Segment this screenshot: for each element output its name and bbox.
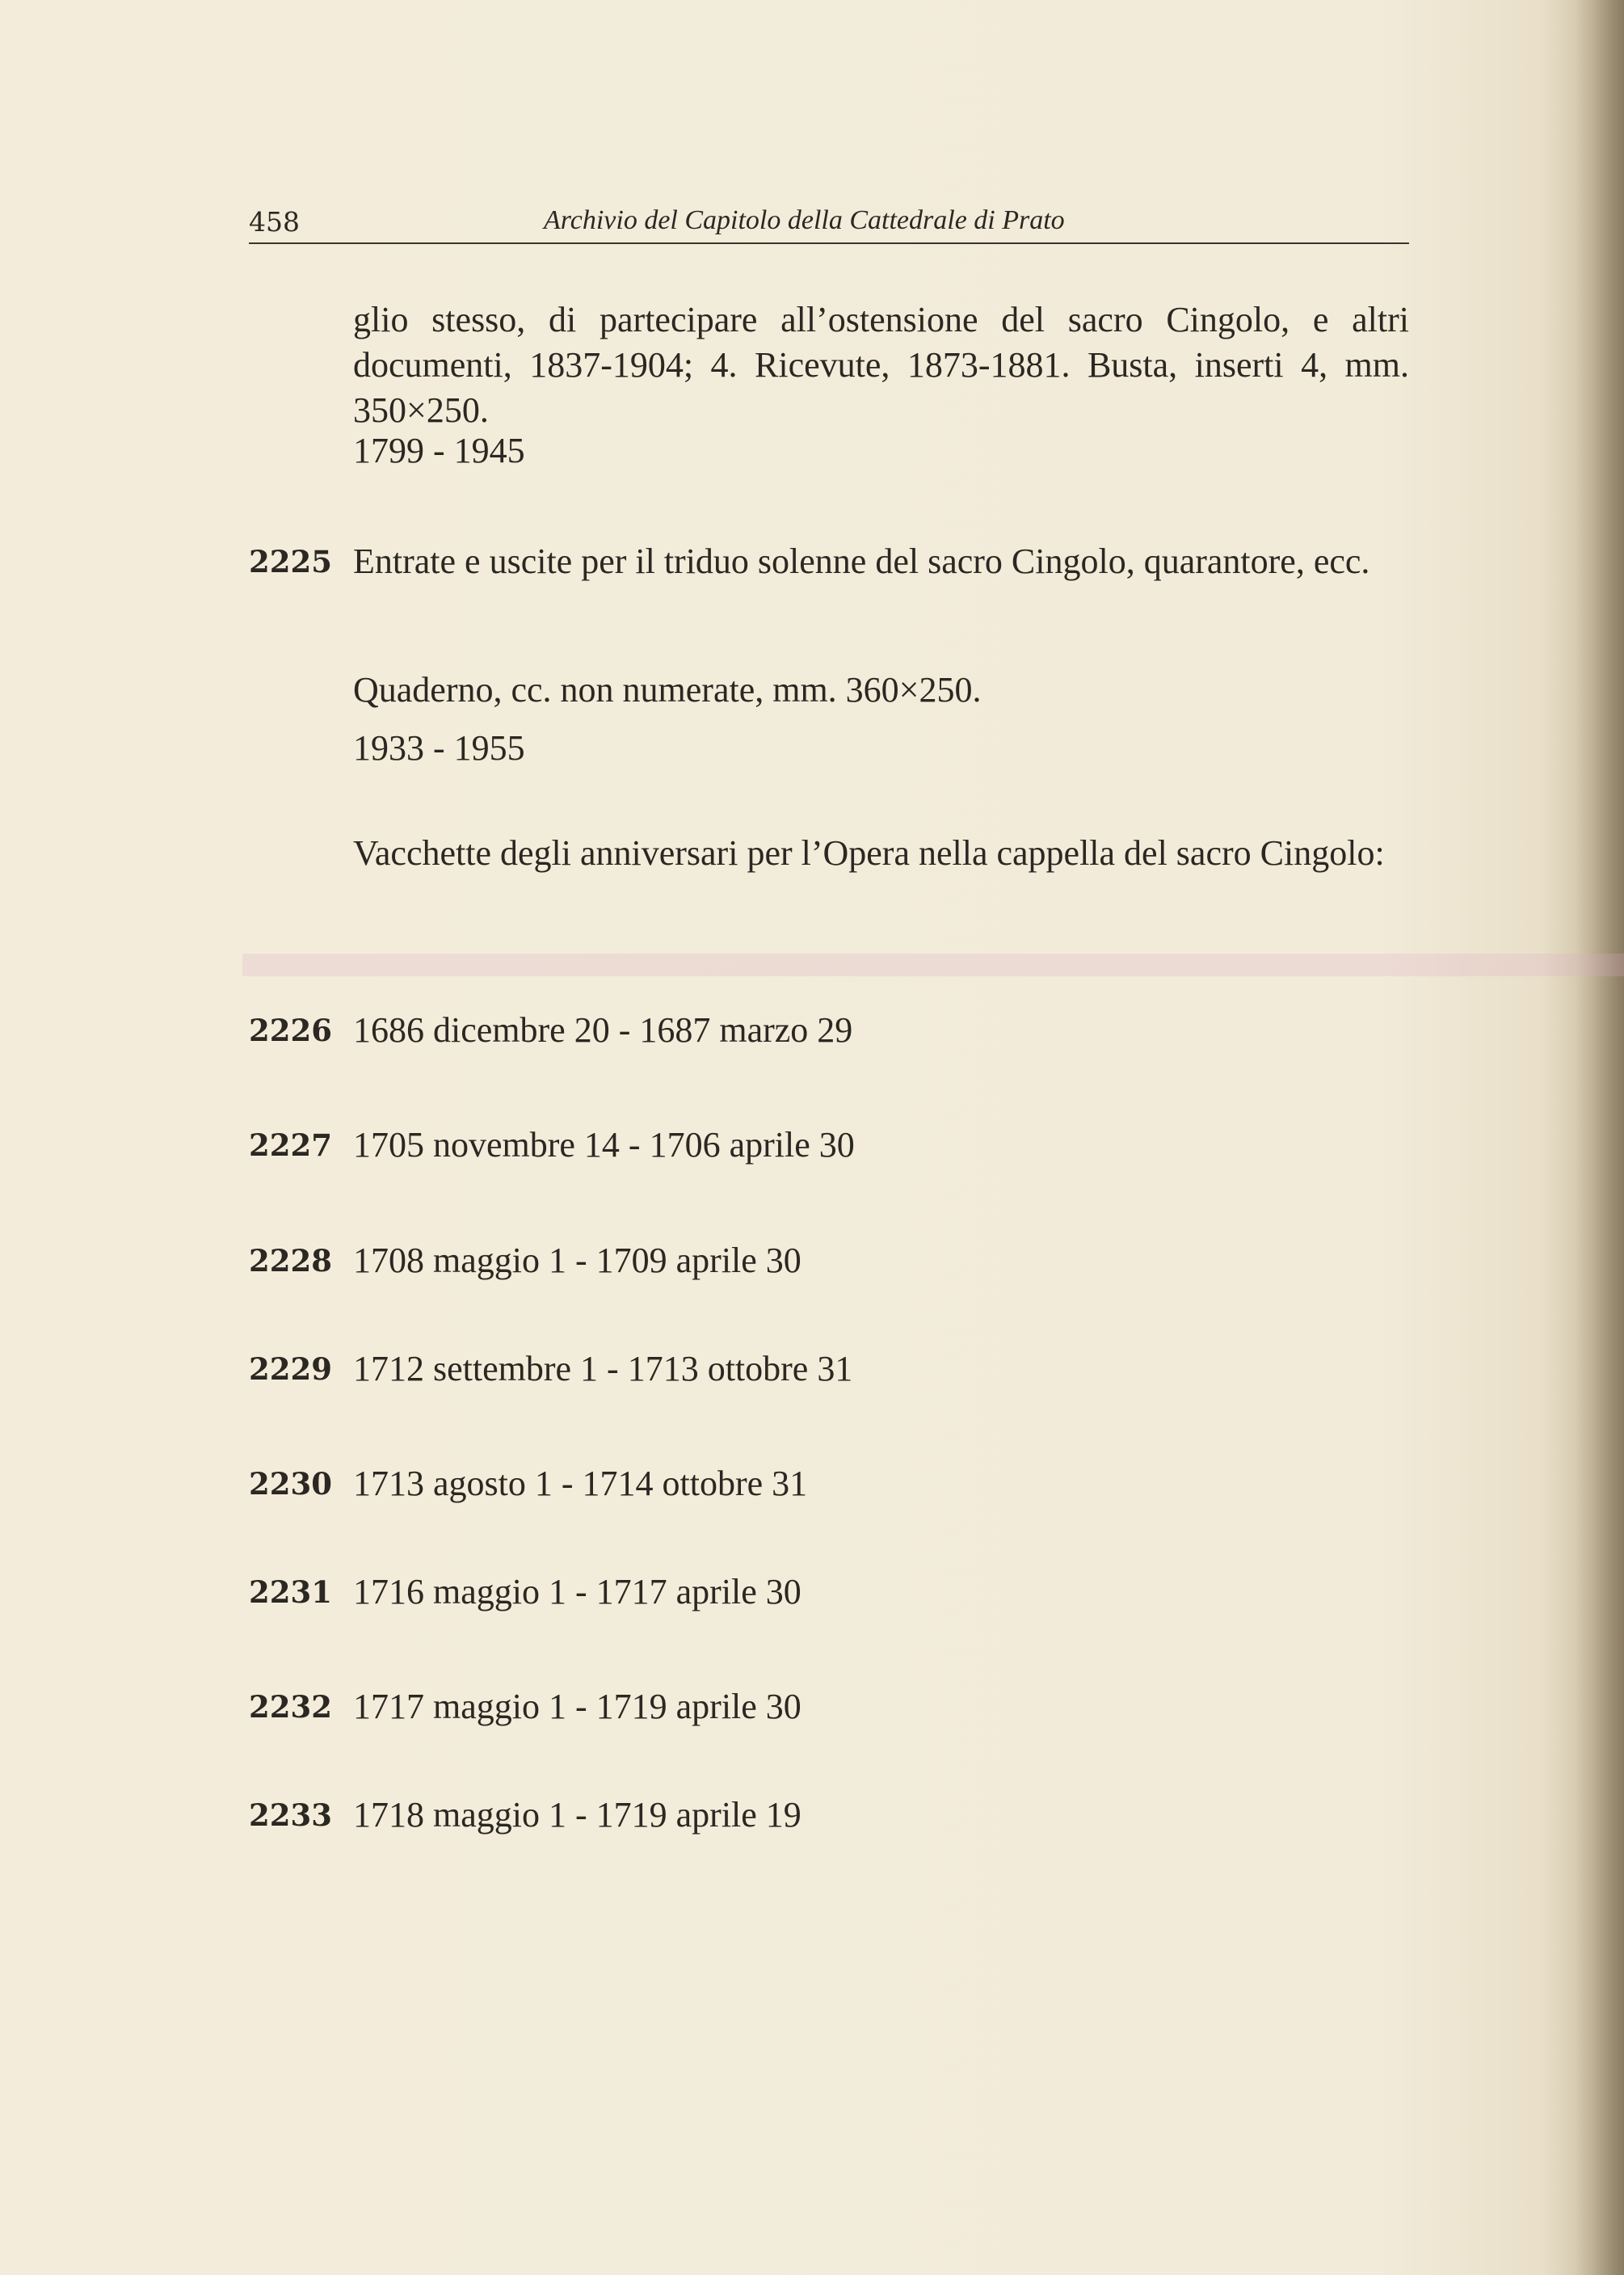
entry-dates: 1712 settembre 1 - 1713 ottobre 31 xyxy=(353,1349,853,1388)
bleed-through-stripe xyxy=(242,954,1624,976)
entry-number: 2232 xyxy=(249,1689,332,1725)
entry-dates: 1717 maggio 1 - 1719 aprile 30 xyxy=(353,1687,801,1726)
entry-dates: 1686 dicembre 20 - 1687 marzo 29 xyxy=(353,1010,853,1050)
entry-dates: 1713 agosto 1 - 1714 ottobre 31 xyxy=(353,1464,808,1503)
entry-dates: 1716 maggio 1 - 1717 aprile 30 xyxy=(353,1572,801,1611)
entry-dates: 1708 maggio 1 - 1709 aprile 30 xyxy=(353,1241,801,1280)
entry-description: Quaderno, cc. non numerate, mm. 360×250. xyxy=(353,670,982,710)
entry-number: 2228 xyxy=(249,1243,332,1279)
entry-title: Entrate e uscite per il triduo solenne del sacro Cingolo, quarantore, ecc. xyxy=(353,541,1370,581)
entry-number: 2225 xyxy=(249,544,332,579)
entry-dates: 1705 novembre 14 - 1706 aprile 30 xyxy=(353,1125,855,1165)
series-heading: Vacchette degli anniversari per l’Opera nella cappella del sacro Cingolo: xyxy=(353,833,1385,873)
continuation-dates: 1799 - 1945 xyxy=(353,431,525,470)
entry-number: 2231 xyxy=(249,1574,332,1610)
entry-number: 2233 xyxy=(249,1797,332,1833)
entry-dates: 1933 - 1955 xyxy=(353,728,525,768)
page-header xyxy=(249,202,1409,244)
entry-number: 2227 xyxy=(249,1127,332,1163)
page-number: 458 xyxy=(249,206,300,238)
entry-dates: 1718 maggio 1 - 1719 aprile 19 xyxy=(353,1795,801,1835)
spine-shadow xyxy=(1576,0,1624,2275)
continuation-text: glio stesso, di partecipare all’ostensione del sacro Cingolo, e altri documenti, 1837-1904; 4. Ricevute, 1873-1881. Busta, inserti 4, mm. 350×250. xyxy=(353,300,1409,430)
running-title: Archivio del Capitolo della Cattedrale di Prato xyxy=(544,205,1065,235)
entry-number: 2230 xyxy=(249,1466,332,1502)
entry-number: 2226 xyxy=(249,1013,332,1048)
entry-number: 2229 xyxy=(249,1351,332,1387)
